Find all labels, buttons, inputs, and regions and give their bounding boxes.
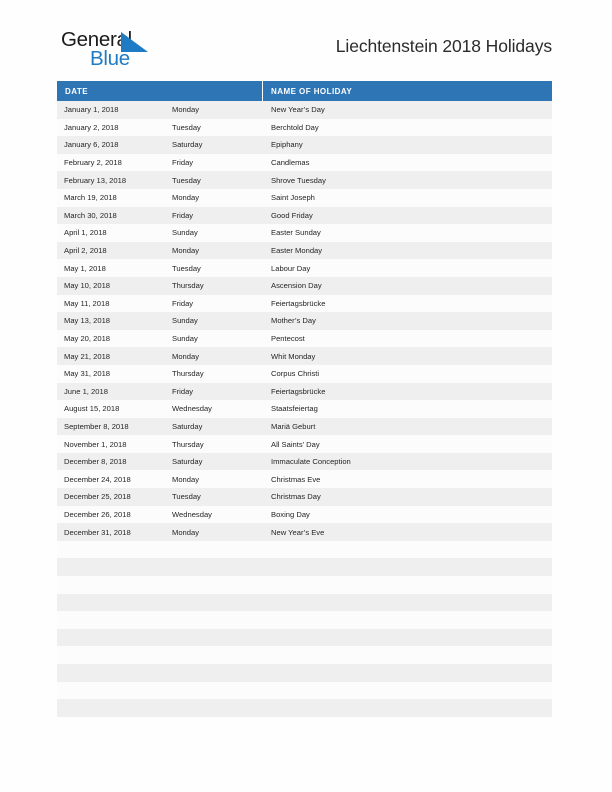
- cell-weekday: Monday: [172, 193, 200, 203]
- table-row: [57, 365, 552, 383]
- table-row: [57, 523, 552, 541]
- cell-weekday: Tuesday: [172, 492, 201, 502]
- table-row-empty: [57, 646, 552, 664]
- table-row: [57, 470, 552, 488]
- table-row: [57, 136, 552, 154]
- cell-weekday: Wednesday: [172, 404, 212, 414]
- cell-date: March 19, 2018: [64, 193, 117, 203]
- cell-weekday: Tuesday: [172, 263, 201, 273]
- table-row: [57, 259, 552, 277]
- cell-holiday-name: Epiphany: [271, 140, 303, 150]
- table-row-empty: [57, 682, 552, 700]
- table-body: [57, 101, 552, 717]
- table-row-empty: [57, 664, 552, 682]
- cell-date: December 26, 2018: [64, 509, 131, 519]
- cell-holiday-name: All Saints’ Day: [271, 439, 320, 449]
- table-row: [57, 119, 552, 137]
- cell-weekday: Monday: [172, 474, 200, 484]
- cell-weekday: Tuesday: [172, 122, 201, 132]
- table-row-empty: [57, 558, 552, 576]
- cell-date: December 25, 2018: [64, 492, 131, 502]
- cell-holiday-name: New Year’s Day: [271, 105, 325, 115]
- cell-weekday: Thursday: [172, 439, 204, 449]
- cell-holiday-name: Shrove Tuesday: [271, 175, 326, 185]
- cell-date: January 2, 2018: [64, 122, 119, 132]
- cell-weekday: Sunday: [172, 228, 198, 238]
- table-row: [57, 277, 552, 295]
- holidays-table: [57, 81, 552, 717]
- table-row: [57, 488, 552, 506]
- cell-date: May 13, 2018: [64, 316, 111, 326]
- cell-date: May 20, 2018: [64, 334, 111, 344]
- cell-date: December 24, 2018: [64, 474, 131, 484]
- cell-weekday: Friday: [172, 386, 194, 396]
- cell-weekday: Thursday: [172, 281, 204, 291]
- cell-date: September 8, 2018: [64, 421, 129, 431]
- table-row: [57, 101, 552, 119]
- cell-weekday: Tuesday: [172, 175, 201, 185]
- table-row: [57, 347, 552, 365]
- cell-weekday: Sunday: [172, 334, 198, 344]
- cell-date: May 10, 2018: [64, 281, 111, 291]
- cell-weekday: Monday: [172, 527, 200, 537]
- cell-holiday-name: Easter Monday: [271, 246, 323, 256]
- column-header-date: DATE: [65, 86, 88, 96]
- table-row: [57, 383, 552, 401]
- cell-weekday: Monday: [172, 351, 200, 361]
- table-row: [57, 207, 552, 225]
- cell-weekday: Saturday: [172, 457, 203, 467]
- logo-text-blue: Blue: [90, 47, 130, 70]
- cell-holiday-name: Good Friday: [271, 210, 313, 220]
- cell-holiday-name: Saint Joseph: [271, 193, 315, 203]
- cell-holiday-name: Mariä Geburt: [271, 421, 316, 431]
- table-row: [57, 400, 552, 418]
- table-row: [57, 418, 552, 436]
- cell-holiday-name: New Year’s Eve: [271, 527, 325, 537]
- cell-weekday: Friday: [172, 298, 194, 308]
- cell-date: December 8, 2018: [64, 457, 127, 467]
- cell-weekday: Wednesday: [172, 509, 212, 519]
- page-title: Liechtenstein 2018 Holidays: [335, 36, 552, 56]
- table-header-row: [57, 81, 552, 101]
- cell-holiday-name: Corpus Christi: [271, 369, 320, 379]
- table-row: [57, 189, 552, 207]
- cell-date: June 1, 2018: [64, 386, 108, 396]
- cell-date: May 11, 2018: [64, 298, 110, 308]
- cell-holiday-name: Christmas Eve: [271, 474, 321, 484]
- table-row: [57, 242, 552, 260]
- cell-date: March 30, 2018: [64, 210, 117, 220]
- cell-weekday: Monday: [172, 105, 200, 115]
- cell-date: February 2, 2018: [64, 158, 122, 168]
- cell-holiday-name: Feiertagsbrücke: [271, 386, 326, 396]
- table-row: [57, 506, 552, 524]
- general-blue-logo[interactable]: [61, 30, 171, 72]
- cell-date: January 6, 2018: [64, 140, 119, 150]
- table-row: [57, 295, 552, 313]
- logo-text-general: General: [61, 28, 132, 51]
- cell-holiday-name: Pentecost: [271, 334, 305, 344]
- cell-date: November 1, 2018: [64, 439, 127, 449]
- cell-holiday-name: Candlemas: [271, 158, 310, 168]
- cell-date: April 2, 2018: [64, 246, 107, 256]
- table-row: [57, 171, 552, 189]
- table-row-empty: [57, 699, 552, 717]
- cell-holiday-name: Immaculate Conception: [271, 457, 351, 467]
- table-row: [57, 330, 552, 348]
- cell-weekday: Friday: [172, 158, 194, 168]
- cell-holiday-name: Ascension Day: [271, 281, 322, 291]
- cell-weekday: Thursday: [172, 369, 204, 379]
- table-row-empty: [57, 611, 552, 629]
- cell-holiday-name: Christmas Day: [271, 492, 321, 502]
- cell-weekday: Monday: [172, 246, 200, 256]
- table-row: [57, 312, 552, 330]
- cell-holiday-name: Labour Day: [271, 263, 311, 273]
- cell-holiday-name: Feiertagsbrücke: [271, 298, 326, 308]
- table-row: [57, 453, 552, 471]
- cell-weekday: Saturday: [172, 421, 203, 431]
- cell-date: May 1, 2018: [64, 263, 106, 273]
- page-header: [0, 0, 612, 80]
- cell-holiday-name: Whit Monday: [271, 351, 316, 361]
- table-row-empty: [57, 541, 552, 559]
- cell-date: April 1, 2018: [64, 228, 107, 238]
- cell-date: December 31, 2018: [64, 527, 131, 537]
- cell-holiday-name: Staatsfeiertag: [271, 404, 318, 414]
- column-header-holiday: NAME OF HOLIDAY: [271, 86, 353, 96]
- cell-weekday: Friday: [172, 210, 194, 220]
- cell-weekday: Saturday: [172, 140, 203, 150]
- table-row: [57, 224, 552, 242]
- cell-date: May 31, 2018: [64, 369, 111, 379]
- cell-weekday: Sunday: [172, 316, 198, 326]
- cell-holiday-name: Berchtold Day: [271, 122, 319, 132]
- cell-holiday-name: Boxing Day: [271, 509, 310, 519]
- table-row: [57, 435, 552, 453]
- table-row-empty: [57, 576, 552, 594]
- cell-holiday-name: Mother’s Day: [271, 316, 316, 326]
- table-row-empty: [57, 594, 552, 612]
- cell-date: August 15, 2018: [64, 404, 120, 414]
- cell-date: January 1, 2018: [64, 105, 119, 115]
- table-row-empty: [57, 629, 552, 647]
- cell-holiday-name: Easter Sunday: [271, 228, 321, 238]
- table-row: [57, 154, 552, 172]
- cell-date: May 21, 2018: [64, 351, 111, 361]
- cell-date: February 13, 2018: [64, 175, 127, 185]
